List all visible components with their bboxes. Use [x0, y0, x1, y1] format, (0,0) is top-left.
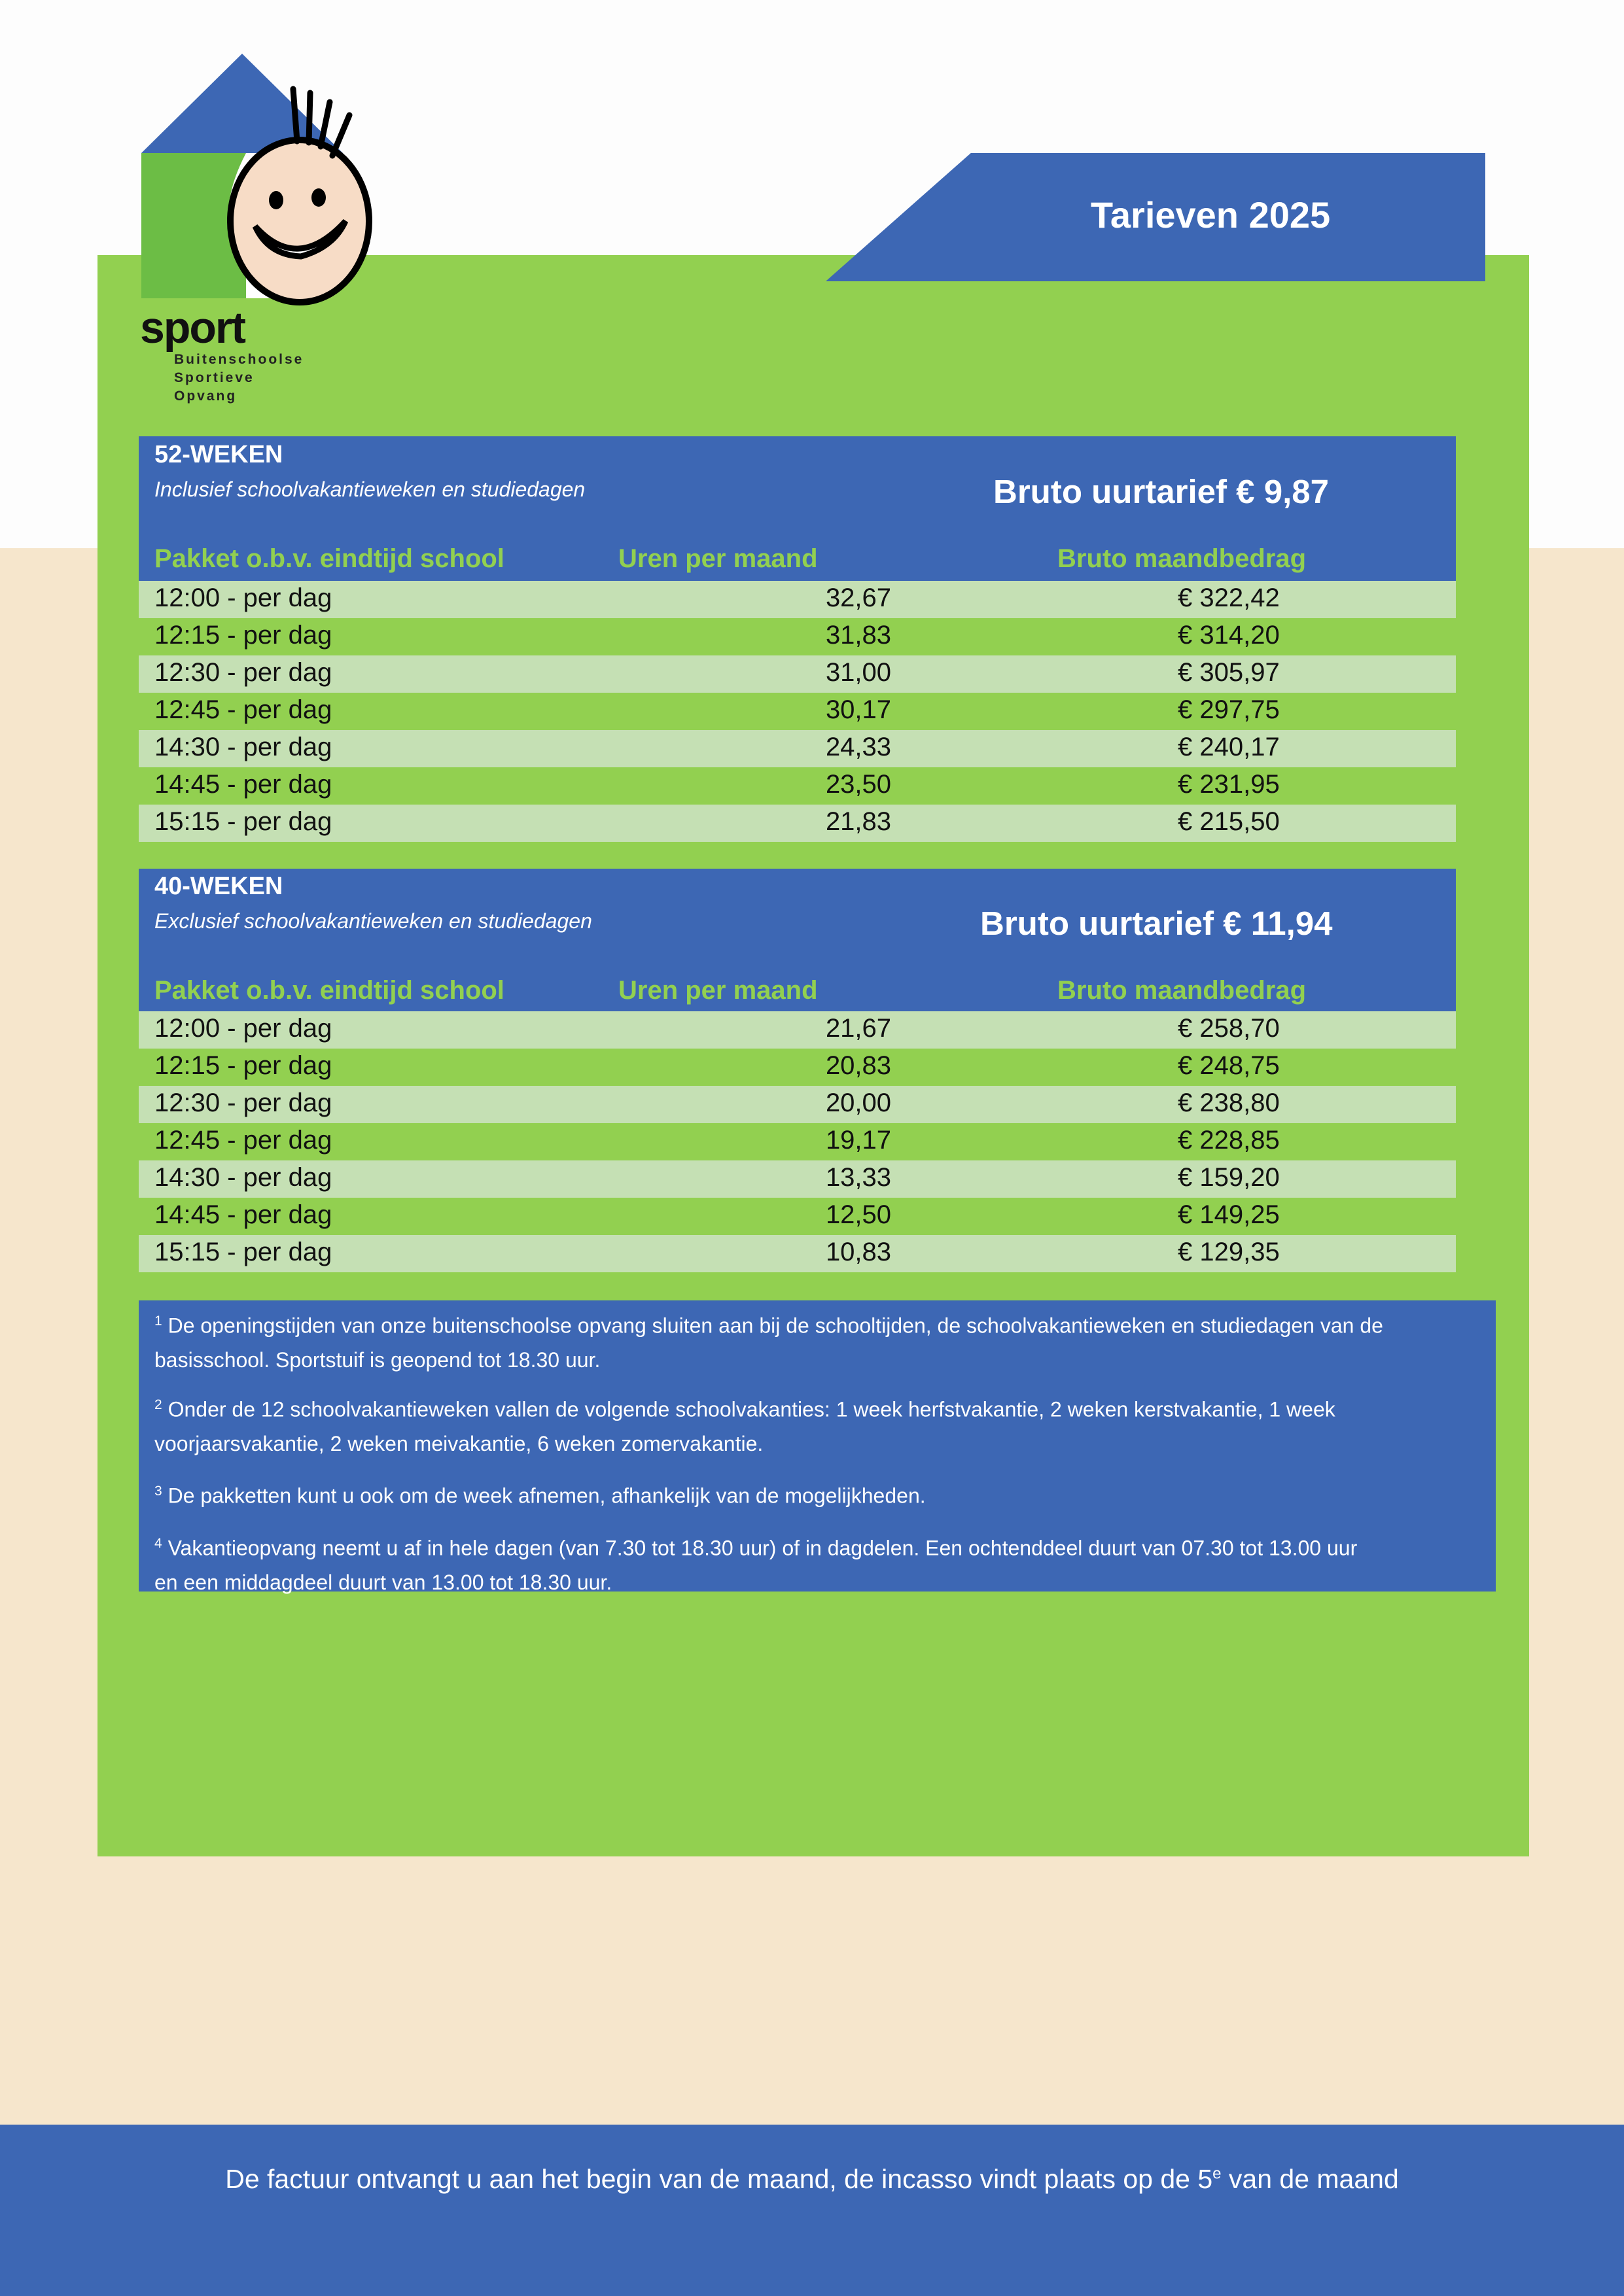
table-52-subtitle: Inclusief schoolvakantieweken en studiedagen [154, 478, 586, 501]
cell-amount: € 240,17 [1178, 733, 1280, 761]
cell-package: 12:45 - per dag [154, 695, 332, 724]
cell-amount: € 305,97 [1178, 658, 1280, 687]
cell-amount: € 297,75 [1178, 695, 1280, 724]
table-row [139, 1235, 1456, 1272]
footnote [154, 1388, 1483, 1461]
footer-superscript: e [1212, 2165, 1222, 2183]
logo-tagline-line: Sportieve [174, 370, 255, 385]
footnote-text: basisschool. Sportstuif is geopend tot 18.30 uur. [154, 1348, 601, 1372]
cell-hours: 21,83 [825, 807, 892, 836]
table-row [139, 1160, 1456, 1198]
footnote-text: voorjaarsvakantie, 2 weken meivakantie, 6 weken zomervakantie. [154, 1431, 764, 1455]
table-52-col-amount: Bruto maandbedrag [1057, 544, 1307, 573]
footnote [154, 1474, 1483, 1513]
table-40-rate: Bruto uurtarief € 11,94 [980, 905, 1333, 942]
cell-amount: € 238,80 [1178, 1088, 1280, 1117]
footnote-text: De pakketten kunt u ook om de week afnemen, afhankelijk van de mogelijkheden. [168, 1484, 926, 1508]
table-row [139, 1049, 1456, 1086]
cell-amount: € 228,85 [1178, 1126, 1280, 1155]
footnote-number: 1 [154, 1313, 162, 1329]
footnote-text: en een middagdeel duurt van 13.00 tot 18.30 uur. [154, 1570, 612, 1594]
cell-package: 12:30 - per dag [154, 1088, 332, 1117]
cell-package: 15:15 - per dag [154, 807, 332, 836]
footnote-text: Onder de 12 schoolvakantieweken vallen de volgende schoolvakanties: 1 week herfstvakantie, 2 weken kerstvakantie, 1 week [168, 1397, 1335, 1421]
footer-text [0, 2164, 1624, 2195]
table-row [139, 767, 1456, 805]
cell-hours: 12,50 [825, 1200, 892, 1229]
table-52-col-package: Pakket o.b.v. eindtijd school [154, 544, 504, 573]
table-40-col-hours: Uren per maand [618, 976, 818, 1005]
table-52-title: 52-WEKEN [154, 441, 283, 468]
cell-package: 12:15 - per dag [154, 621, 332, 650]
table-row [139, 693, 1456, 730]
cell-amount: € 129,35 [1178, 1238, 1280, 1266]
table-row [139, 730, 1456, 767]
table-row [139, 805, 1456, 842]
cell-package: 14:45 - per dag [154, 770, 332, 799]
footnote-text: Vakantieopvang neemt u af in hele dagen (van 7.30 tot 18.30 uur) of in dagdelen. Een ochtenddeel duurt van 07.30 tot 13.00 uur [168, 1536, 1358, 1560]
cell-hours: 21,67 [825, 1014, 892, 1043]
cell-hours: 20,00 [825, 1088, 892, 1117]
table-40-col-package: Pakket o.b.v. eindtijd school [154, 976, 504, 1005]
cell-package: 12:30 - per dag [154, 658, 332, 687]
cell-amount: € 231,95 [1178, 770, 1280, 799]
logo-tagline-line: Opvang [174, 389, 238, 404]
cell-package: 14:30 - per dag [154, 1163, 332, 1192]
logo-word-stuif: stuif [245, 301, 331, 345]
cell-package: 14:30 - per dag [154, 733, 332, 761]
cell-amount: € 248,75 [1178, 1051, 1280, 1080]
table-row [139, 1123, 1456, 1160]
table-40-title: 40-WEKEN [154, 873, 283, 900]
cell-hours: 20,83 [825, 1051, 892, 1080]
footnote-text: De openingstijden van onze buitenschoolse opvang sluiten aan bij de schooltijden, de schoolvakantieweken en studiedagen van de [168, 1313, 1383, 1338]
table-40-subtitle: Exclusief schoolvakantieweken en studiedagen [154, 909, 592, 933]
cell-amount: € 258,70 [1178, 1014, 1280, 1043]
logo-tagline-line: Buitenschoolse [174, 352, 304, 367]
table-row [139, 1086, 1456, 1123]
footer-text-end: van de maand [1221, 2164, 1399, 2194]
footer-bar [0, 2125, 1624, 2296]
footnote [154, 1304, 1483, 1377]
cell-hours: 13,33 [825, 1163, 892, 1192]
cell-hours: 24,33 [825, 733, 892, 761]
table-52-col-hours: Uren per maand [618, 544, 818, 573]
cell-package: 12:00 - per dag [154, 1014, 332, 1043]
cell-package: 12:15 - per dag [154, 1051, 332, 1080]
cell-hours: 23,50 [825, 770, 892, 799]
cell-hours: 30,17 [825, 695, 892, 724]
cell-hours: 31,83 [825, 621, 892, 650]
cell-hours: 10,83 [825, 1238, 892, 1266]
cell-package: 12:00 - per dag [154, 583, 332, 612]
cell-amount: € 314,20 [1178, 621, 1280, 650]
table-40-col-amount: Bruto maandbedrag [1057, 976, 1307, 1005]
table-row [139, 618, 1456, 655]
cell-package: 12:45 - per dag [154, 1126, 332, 1155]
footnote-number: 3 [154, 1484, 162, 1499]
table-row [139, 655, 1456, 693]
cell-amount: € 215,50 [1178, 807, 1280, 836]
footer-text-main: De factuur ontvangt u aan het begin van de maand, de incasso vindt plaats op de 5 [225, 2164, 1213, 2194]
cell-hours: 19,17 [825, 1126, 892, 1155]
cell-package: 15:15 - per dag [154, 1238, 332, 1266]
table-row [139, 581, 1456, 618]
cell-amount: € 159,20 [1178, 1163, 1280, 1192]
footnote-number: 4 [154, 1536, 162, 1551]
footnote [154, 1527, 1483, 1599]
table-row [139, 1198, 1456, 1235]
cell-hours: 31,00 [825, 658, 892, 687]
cell-hours: 32,67 [825, 583, 892, 612]
footnote-number: 2 [154, 1397, 162, 1412]
cell-package: 14:45 - per dag [154, 1200, 332, 1229]
logo-tagline [174, 351, 304, 406]
logo-word-sport: sport [140, 303, 245, 353]
page-title: Tarieven 2025 [1090, 194, 1331, 235]
table-row [139, 1011, 1456, 1049]
table-52-rate: Bruto uurtarief € 9,87 [993, 473, 1329, 510]
cell-amount: € 322,42 [1178, 583, 1280, 612]
cell-amount: € 149,25 [1178, 1200, 1280, 1229]
